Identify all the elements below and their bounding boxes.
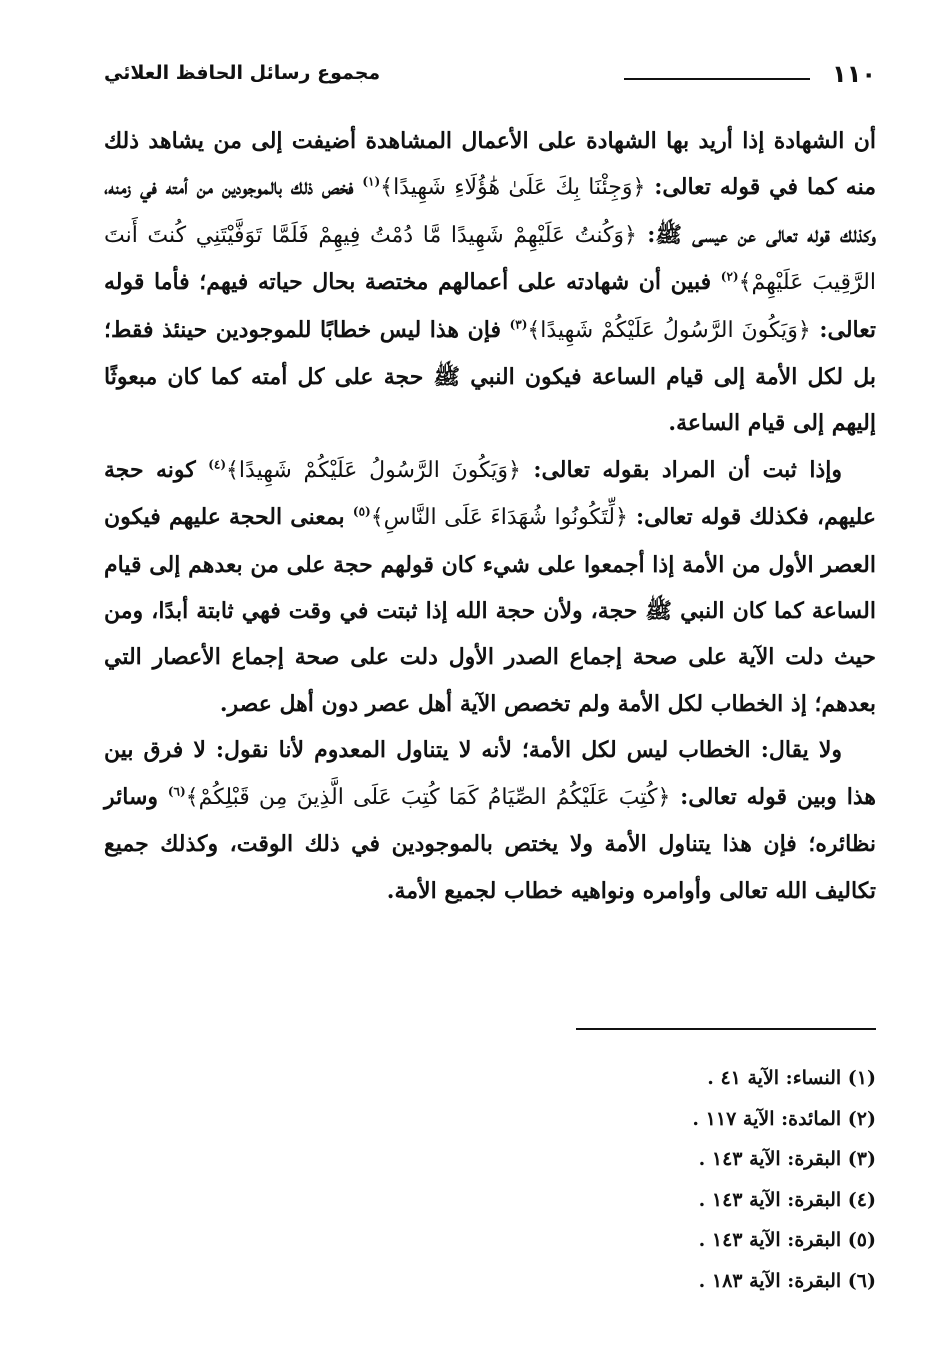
quran-quote: ﴿لِّتَكُونُوا شُهَدَاءَ عَلَى النَّاسِ﴾ [370,505,628,531]
footnotes-list [376,1058,876,1301]
quran-quote: ﴿وَكُنتُ عَلَيْهِمْ شَهِيدًا مَّا دُمْتُ فِيهِمْ فَلَمَّا تَوَفَّيْتَنِي كُنتَ أَنتَ الرَّقِيبَ عَلَيْهِمْ﴾ [104,222,876,296]
footnote-item: (٦) البقرة: الآية ١٨٣ . [698,1269,876,1292]
footnote-marker: (٤) [208,457,227,472]
footnote-marker: (١) [362,175,381,190]
header-rule [624,78,810,80]
paragraph [104,447,876,727]
body-text-run: بمعنى الحجة عليهم فيكون العصر الأول من الأمة إذا أجمعوا على شيء كان قولهم حجة على من بعدهم إلى قيام الساعة كما كان النبي ﷺ حجة، ولأن حجة الله إذا ثبتت في وقت فهي ثابتة أبدًا، ومن حيث دلت الآية على صحة إجماع الصدر الأول دلت على صحة إجماع الأعصار التي بعدهم؛ إذ الخطاب لكل الأمة ولم تخصص الآية أهل عصر دون أهل عصر. [104,504,876,717]
page-number: ١١٠ [832,60,876,88]
body-text-run: فإن هذا ليس خطابًا للموجودين حينئذ فقط؛ بل لكل الأمة إلى قيام الساعة فيكون النبي ﷺ حجة على كل أمته كما كان مبعوثًا إليهم إلى قيام الساعة. [104,316,876,437]
footnote-item: (٤) البقرة: الآية ١٤٣ . [698,1188,876,1211]
footnote-marker: (٣) [509,317,528,332]
quran-quote: ﴿وَيَكُونَ الرَّسُولُ عَلَيْكُمْ شَهِيدًا﴾ [226,457,521,483]
body-text-run: فبين أن شهادته على أعمالهم مختصة بحال حياته فيهم؛ فأما قوله تعالى: [104,269,876,343]
main-text [104,118,876,914]
body-text-run: ولا يقال: الخطاب ليس لكل الأمة؛ لأنه لا يتناول المعدوم لأنا نقول: لا فرق بين هذا وبين قوله تعالى: [104,737,876,810]
book-title: مجموع رسائل الحافظ العلائي [104,62,381,84]
footnote-marker: (٥) [352,504,371,519]
footnote-item: (١) النساء: الآية ٤١ . [707,1067,876,1089]
footnote-marker: (٦) [167,784,186,799]
paragraph [104,727,876,914]
footnote-item: (٢) المائدة: الآية ١١٧ . [692,1107,876,1130]
body-text-run: وسائر نظائره؛ فإن هذا يتناول الأمة ولا يختص بالموجودين في ذلك الوقت، وكذلك جميع تكاليف الله تعالى وأوامره ونواهيه خطاب لجميع الأمة. [104,783,876,904]
running-header [104,56,876,96]
body-text-run: فخص ذلك بالموجودين من أمته في زمنه، وكذلك قوله تعالى عن عيسى ﷺ: [104,174,876,248]
body-text-run: كونه حجة عليهم، فكذلك قوله تعالى: [104,456,876,531]
paragraph [104,118,876,447]
quran-quote: ﴿كُتِبَ عَلَيْكُمُ الصِّيَامُ كَمَا كُتِبَ عَلَى الَّذِينَ مِن قَبْلِكُمْ﴾ [185,784,671,810]
body-text-run: وإذا ثبت أن المراد بقوله تعالى: [520,456,842,483]
quran-quote: ﴿وَجِئْنَا بِكَ عَلَىٰ هَٰؤُلَاءِ شَهِيدًا﴾ [380,175,646,201]
quran-quote: ﴿وَيَكُونَ الرَّسُولُ عَلَيْكُمْ شَهِيدًا﴾ [527,317,811,343]
footnote-item: (٥) البقرة: الآية ١٤٣ . [698,1229,876,1251]
footnote-marker: (٢) [720,269,739,284]
body-text-run: أن الشهادة إذا أريد بها الشهادة على الأعمال المشاهدة أضيفت إلى من يشاهد ذلك منه كما في قوله تعالى: [104,128,876,201]
footnote-item: (٣) البقرة: الآية ١٤٣ . [698,1148,876,1170]
footnote-separator [576,1028,876,1030]
